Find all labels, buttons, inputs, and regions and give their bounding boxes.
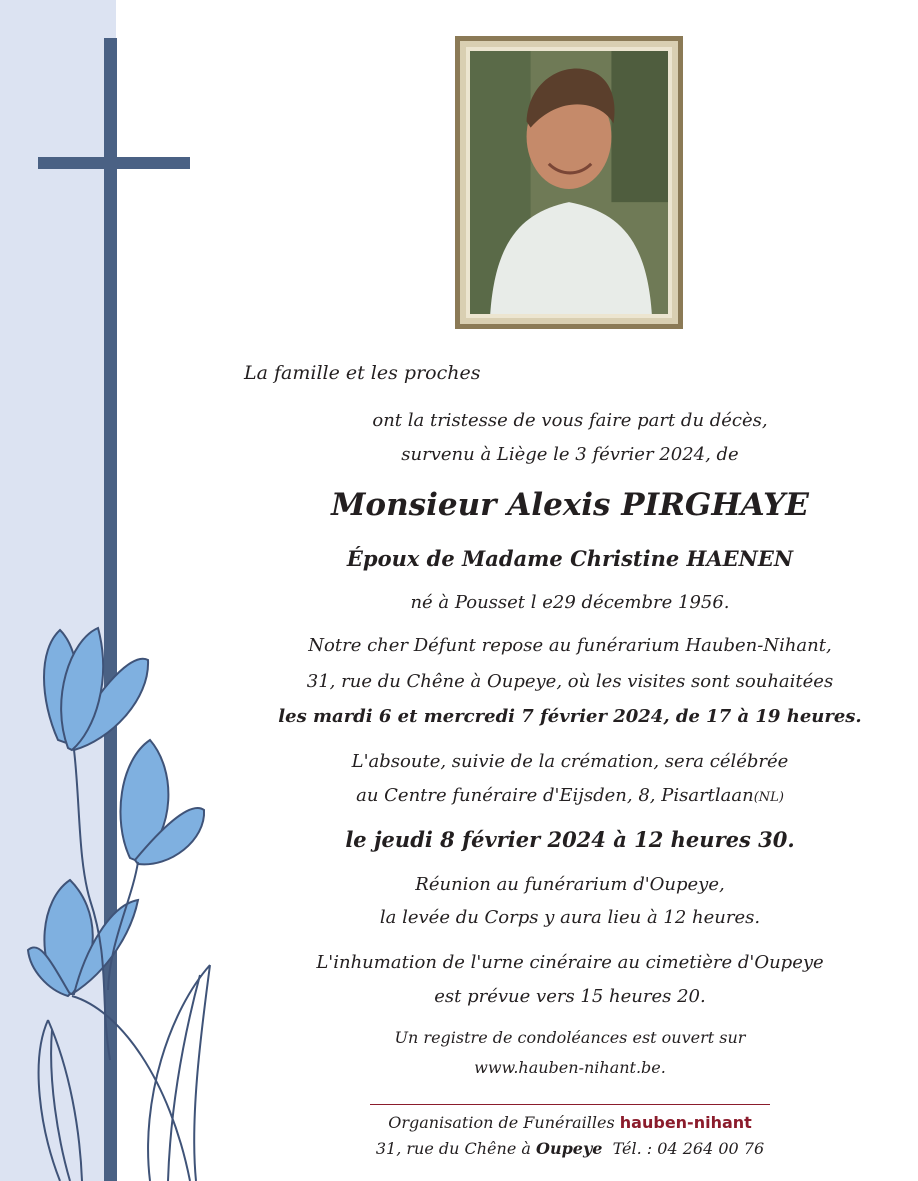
- absoute-address: au Centre funéraire d'Eijsden, 8, Pisartlaan: [356, 785, 754, 806]
- registry-line: Un registre de condoléances est ouvert sur: [394, 1028, 746, 1047]
- footer-address: [240, 1139, 900, 1158]
- intro-text: La famille et les proches: [244, 362, 481, 384]
- footer-divider: [370, 1104, 770, 1105]
- footer-org-label: Organisation de Funérailles: [388, 1113, 615, 1132]
- footer-organization: [240, 1113, 900, 1132]
- absoute-line-2: [240, 785, 900, 806]
- footer-phone: Tél. : 04 264 00 76: [612, 1139, 765, 1158]
- footer-address-city: Oupeye: [536, 1139, 603, 1158]
- spouse-line: Époux de Madame Christine HAENEN: [346, 546, 794, 571]
- cross-icon: [38, 38, 190, 1181]
- footer-address-prefix: 31, rue du Chêne à: [375, 1139, 531, 1158]
- cross-and-flowers-decoration: [0, 0, 260, 1181]
- rest-line-1: Notre cher Défunt repose au funérarium Hauben-Nihant,: [308, 635, 832, 656]
- announcement-line-1: ont la tristesse de vous faire part du décès,: [372, 410, 768, 431]
- birth-line: né à Pousset l e29 décembre 1956.: [410, 592, 730, 613]
- visit-dates: les mardi 6 et mercredi 7 février 2024, de 17 à 19 heures.: [278, 706, 862, 727]
- absoute-line-1: L'absoute, suivie de la crémation, sera célébrée: [351, 751, 789, 772]
- portrait-photo: [470, 51, 668, 314]
- absoute-country: (NL): [753, 790, 784, 805]
- urn-line-2: est prévue vers 15 heures 20.: [434, 986, 706, 1007]
- rest-line-2: 31, rue du Chêne à Oupeye, où les visites sont souhaitées: [306, 671, 834, 692]
- brand-logo-text: hauben-nihant: [619, 1113, 752, 1132]
- ceremony-date: le jeudi 8 février 2024 à 12 heures 30.: [345, 827, 795, 852]
- meeting-line-1: Réunion au funérarium d'Oupeye,: [415, 874, 725, 895]
- portrait-frame: [455, 36, 683, 329]
- meeting-line-2: la levée du Corps y aura lieu à 12 heures.: [379, 907, 761, 928]
- registry-url-link[interactable]: www.hauben-nihant.be.: [474, 1058, 666, 1077]
- deceased-name: Monsieur Alexis PIRGHAYE: [331, 487, 809, 523]
- urn-line-1: L'inhumation de l'urne cinéraire au cimetière d'Oupeye: [316, 952, 824, 973]
- announcement-line-2: survenu à Liège le 3 février 2024, de: [401, 444, 739, 465]
- tulip-flowers-icon: [28, 628, 210, 1181]
